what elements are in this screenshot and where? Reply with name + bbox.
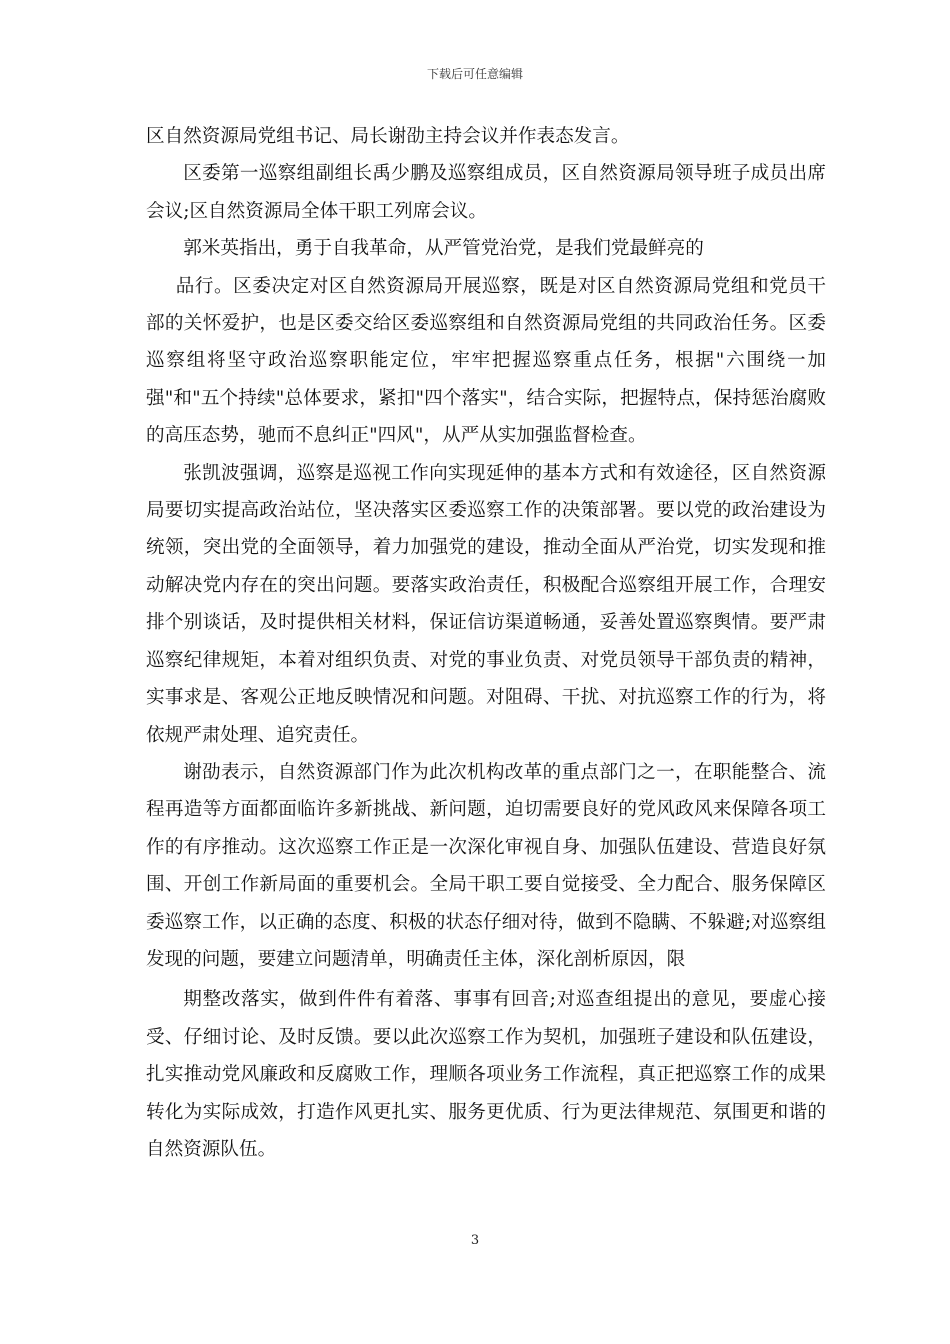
- page-number: 3: [470, 1233, 480, 1248]
- paragraph-1: 区自然资源局党组书记、局长谢劭主持会议并作表态发言。: [146, 126, 630, 147]
- paragraph-7: 期整改落实，做到件件有着落、事事有回音;对巡查组提出的意见，要虚心接受、仔细讨论、及时反馈。要以此次巡察工作为契机，加强班子建设和队伍建设，扎实推动党风廉政和反腐败工作，理顺各项业务工作流程，真正把巡察工作的成果转化为实际成效，打造作风更扎实、服务更优质、行为更法律规范、氛围更和谐的自然资源队伍。: [146, 989, 826, 1160]
- paragraph-6: 谢劭表示，自然资源部门作为此次机构改革的重点部门之一，在职能整合、流程再造等方面都面临许多新挑战、新问题，迫切需要良好的党风政风来保障各项工作的有序推动。这次巡察工作正是一次深化审视自身、加强队伍建设、营造良好氛围、开创工作新局面的重要机会。全局干职工要自觉接受、全力配合、服务保障区委巡察工作，以正确的态度、积极的状态仔细对待，做到不隐瞒、不躲避;对巡察组发现的问题，要建立问题清单，明确责任主体，深化剖析原因，限: [146, 761, 826, 970]
- page-header: 下载后可任意编辑: [426, 67, 523, 81]
- paragraph-2: 区委第一巡察组副组长禹少鹏及巡察组成员，区自然资源局领导班子成员出席会议;区自然资源局全体干职工列席会议。: [146, 163, 826, 222]
- paragraph-4: 品行。区委决定对区自然资源局开展巡察，既是对区自然资源局党组和党员干部的关怀爱护，也是区委交给区委巡察组和自然资源局党组的共同政治任务。区委巡察组将坚守政治巡察职能定位，牢牢把握巡察重点任务，根据"六围绕一加强"和"五个持续"总体要求，紧扣"四个落实"，结合实际，把握特点，保持惩治腐败的高压态势，驰而不息纠正"四风"，从严从实加强监督检查。: [146, 275, 826, 447]
- paragraph-5: 张凯波强调，巡察是巡视工作向实现延伸的基本方式和有效途径，区自然资源局要切实提高政治站位，坚决落实区委巡察工作的决策部署。要以党的政治建设为统领，突出党的全面领导，着力加强党的建设，推动全面从严治党，切实发现和推动解决党内存在的突出问题。要落实政治责任，积极配合巡察组开展工作，合理安排个别谈话，及时提供相关材料，保证信访渠道畅通，妥善处置巡察舆情。要严肃巡察纪律规矩，本着对组织负责、对党的事业负责、对党员领导干部负责的精神，实事求是、客观公正地反映情况和问题。对阻碍、干扰、对抗巡察工作的行为，将依规严肃处理、追究责任。: [146, 462, 826, 746]
- paragraph-3: 郭米英指出，勇于自我革命，从严管党治党，是我们党最鲜亮的: [183, 238, 704, 260]
- document-body: [146, 118, 826, 1168]
